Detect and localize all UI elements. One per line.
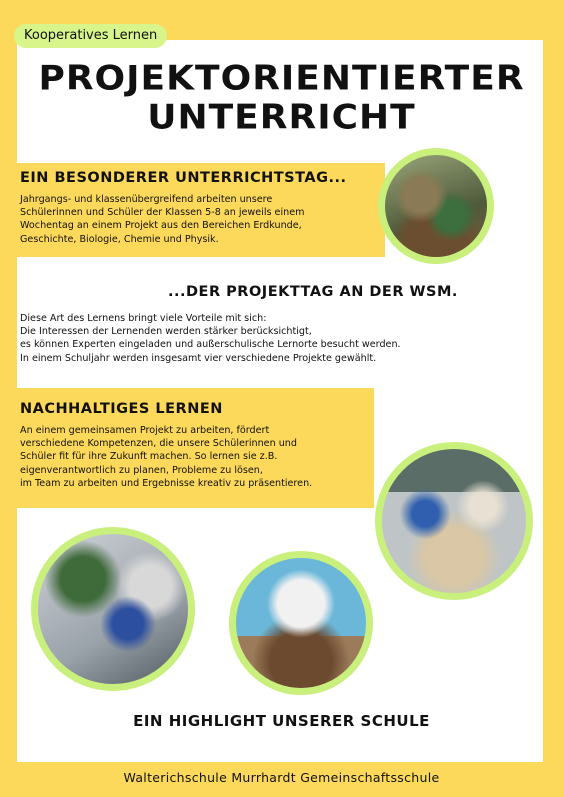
section1-line: Geschichte, Biologie, Chemie und Physik. bbox=[20, 233, 219, 245]
section1-line: Jahrgangs- und klassenübergreifend arbeiten unsere bbox=[20, 194, 273, 205]
section1-line: Wochentag an einem Projekt aus den Bereichen Erdkunde, bbox=[20, 220, 302, 232]
project-poster-photo bbox=[229, 551, 373, 695]
section1-heading: EIN BESONDERER UNTERRICHTSTAG... bbox=[20, 170, 347, 186]
section2-line: Diese Art des Lernens bringt viele Vorteile mit sich: bbox=[20, 313, 267, 324]
section2-text bbox=[20, 312, 401, 365]
section3-line: im Team zu arbeiten und Ergebnisse kreativ zu präsentieren. bbox=[20, 477, 313, 489]
electronics-experiment-photo bbox=[31, 527, 195, 691]
section3-line: An einem gemeinsamen Projekt zu arbeiten, fördert bbox=[20, 425, 270, 436]
section2-line: es können Experten eingeladen und außerschulische Lernorte besucht werden. bbox=[20, 339, 401, 351]
section2-line: In einem Schuljahr werden insgesamt vier verschiedene Projekte gewählt. bbox=[20, 352, 377, 364]
section2-line: Die Interessen der Lernenden werden stärker berücksichtigt, bbox=[20, 326, 312, 338]
section1-line: Schülerinnen und Schüler der Klassen 5-8 an jeweils einem bbox=[20, 207, 305, 219]
section3-line: Schüler fit für ihre Zukunft machen. So lernen sie z.B. bbox=[20, 451, 278, 463]
classroom-floor-photo bbox=[375, 442, 533, 600]
section3-text bbox=[20, 424, 312, 490]
section3-line: verschiedene Kompetenzen, die unsere Schülerinnen und bbox=[20, 438, 297, 450]
section2-heading: ...DER PROJEKTTAG AN DER WSM. bbox=[168, 284, 458, 300]
page-title-line1: PROJEKTORIENTIERTER bbox=[38, 59, 525, 98]
category-tag: Kooperatives Lernen bbox=[14, 24, 167, 48]
forest-group-photo bbox=[378, 148, 494, 264]
section3-line: eigenverantwortlich zu planen, Probleme zu lösen, bbox=[20, 464, 263, 476]
highlight-heading: EIN HIGHLIGHT UNSERER SCHULE bbox=[133, 712, 430, 730]
section1-text bbox=[20, 193, 304, 246]
section3-heading: NACHHALTIGES LERNEN bbox=[20, 401, 223, 417]
page-title-line2: UNTERRICHT bbox=[147, 98, 416, 137]
school-name-footer: Walterichschule Murrhardt Gemeinschaftsschule bbox=[123, 770, 440, 785]
